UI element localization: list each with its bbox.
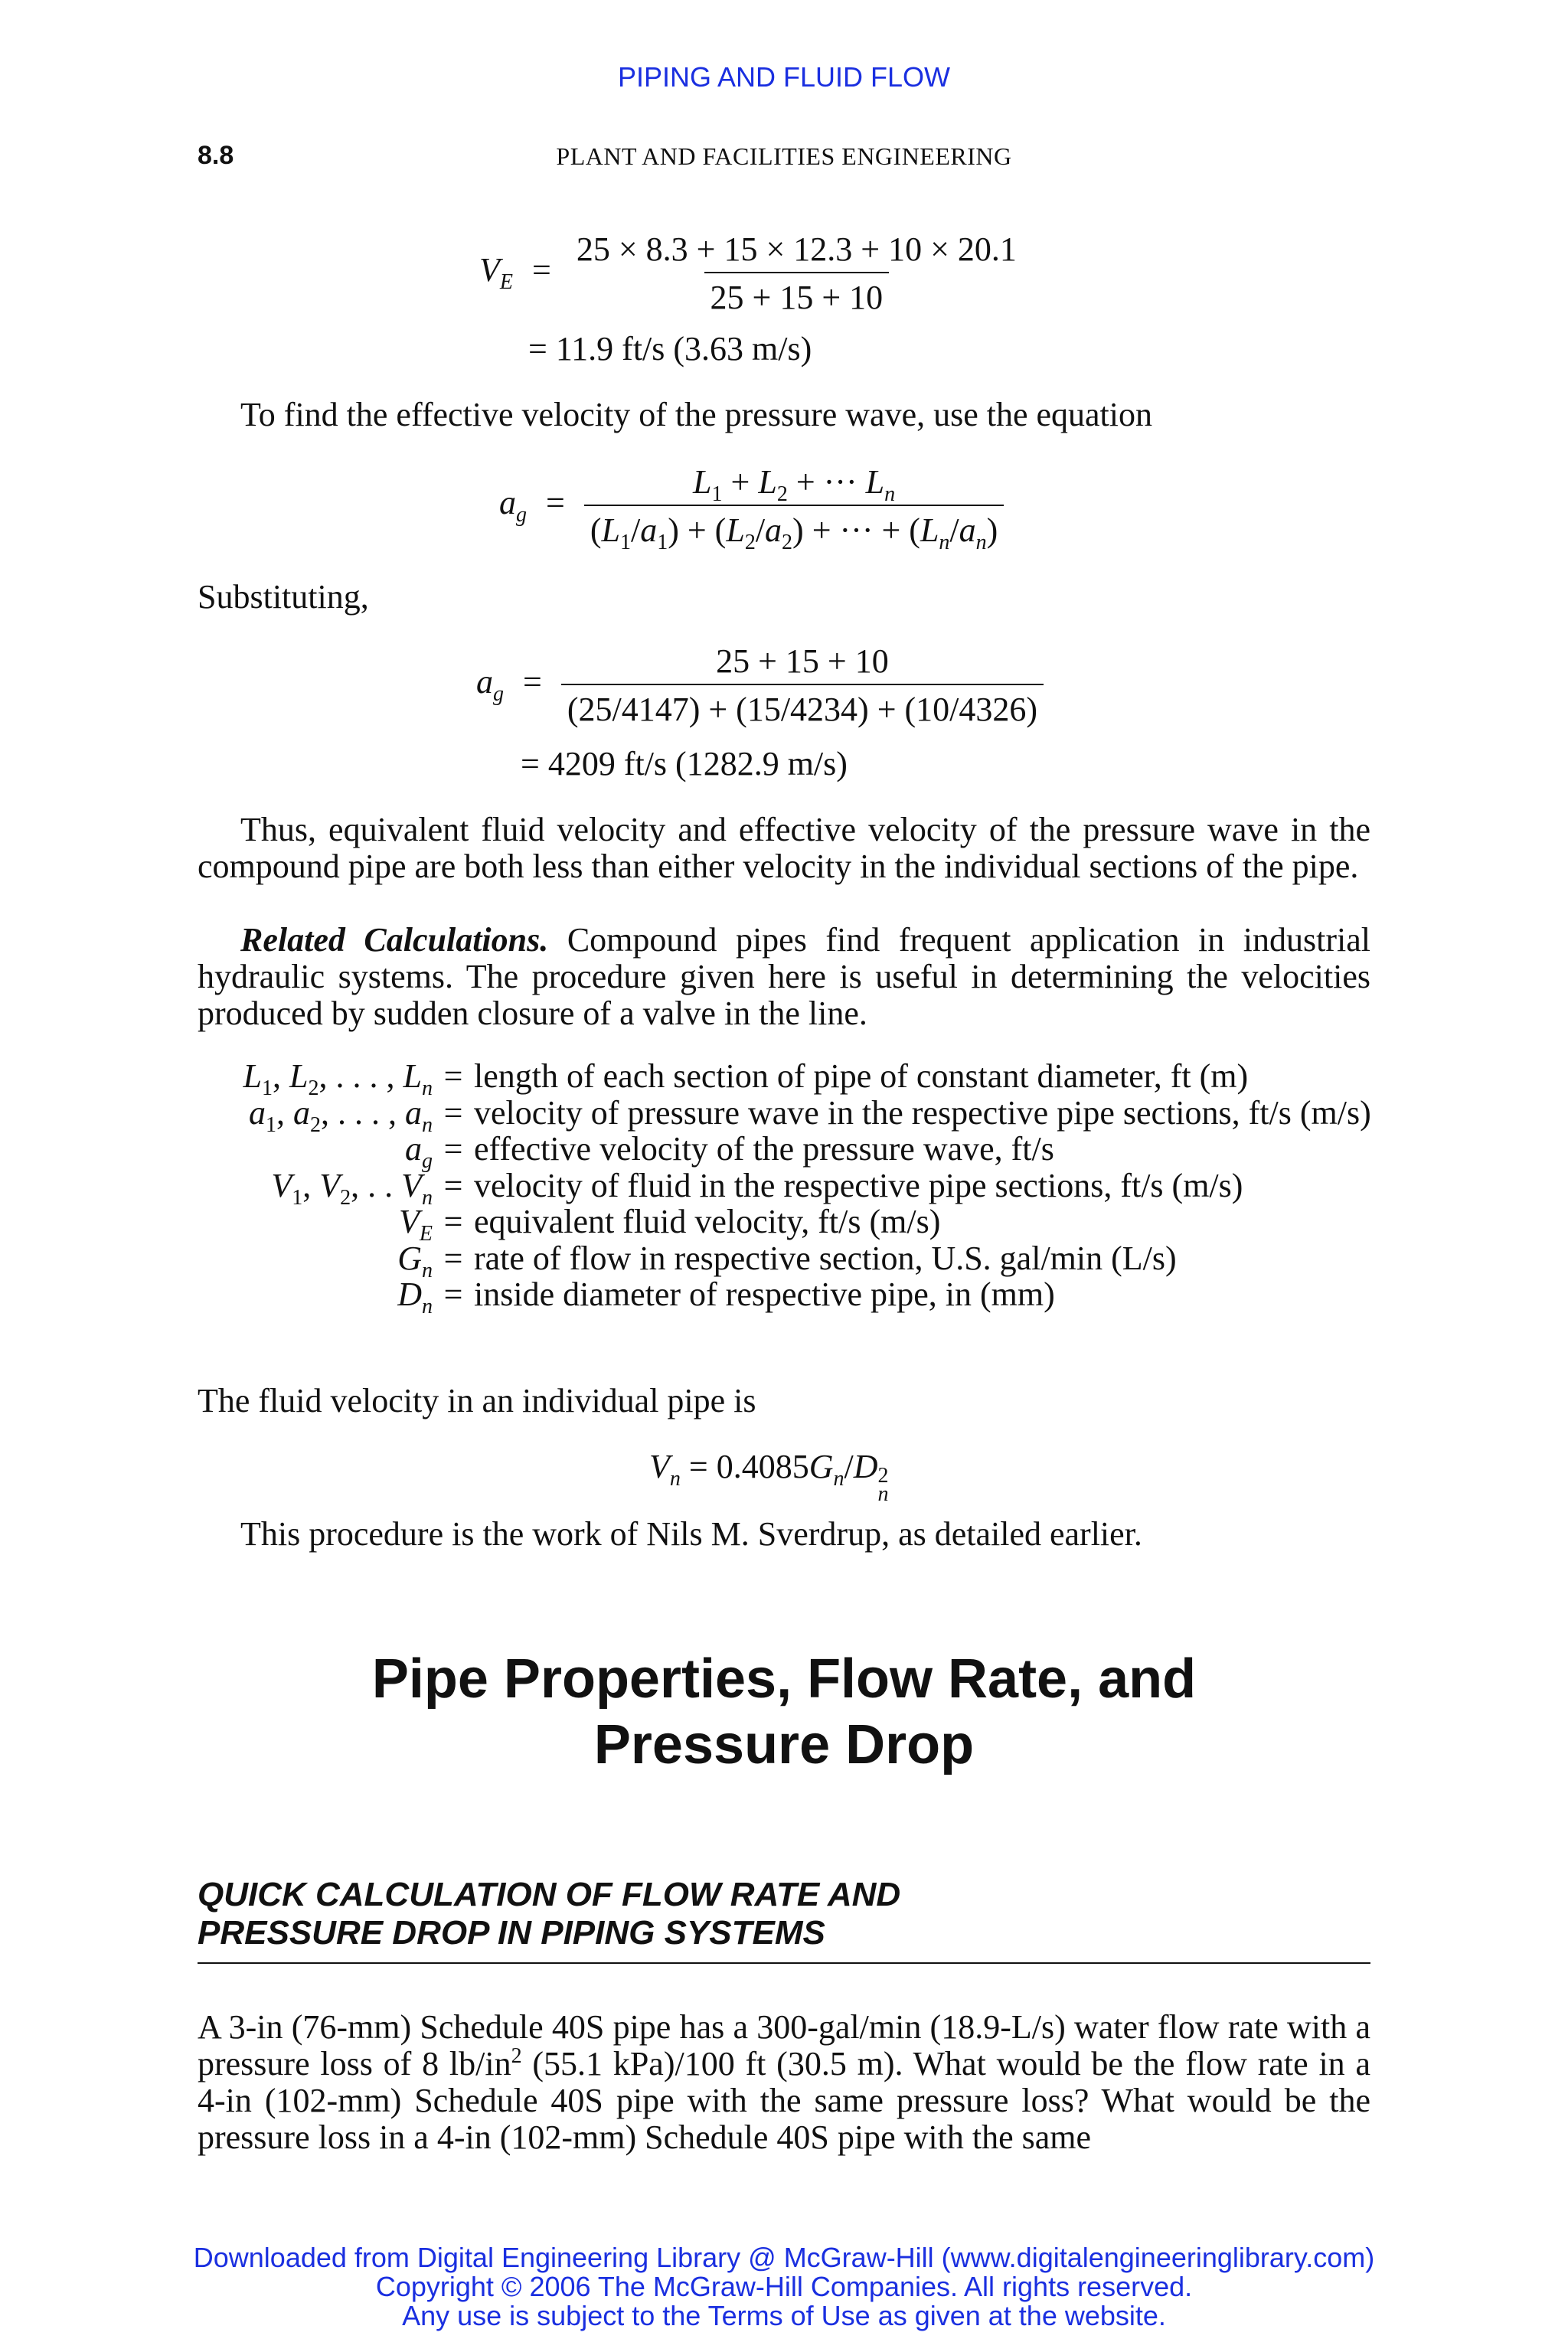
- definition-equals: =: [443, 1093, 463, 1132]
- definition-text: inside diameter of respective pipe, in (mm): [474, 1276, 1055, 1313]
- subsection-title-line-2: PRESSURE DROP IN PIPING SYSTEMS: [198, 1914, 825, 1952]
- eq1-equals: =: [532, 251, 551, 289]
- definition-symbol: $a_1$, $a_2$, . . . , $a_n$: [249, 1093, 433, 1137]
- eq3-lhs: $a_g$: [476, 663, 504, 707]
- eq2-lhs: $a_g$: [499, 484, 527, 528]
- equation-fluid-velocity: $V_n = 0.4085G_n/D$ 2 n: [649, 1448, 889, 1506]
- eq1-fraction: [570, 230, 1023, 317]
- definition-row: [195, 1276, 1390, 1318]
- eq2-denominator: $(L_1/a_1) + (L_2/a_2)$ + ··· + $(L_n/a_n)$: [584, 505, 1004, 550]
- equation-effective-velocity-general: [499, 462, 1004, 554]
- footer-download-link[interactable]: Downloaded from Digital Engineering Library @ McGraw-Hill (www.digitalengineeringlibrary.com): [193, 2242, 1375, 2273]
- definition-row: [195, 1057, 1390, 1100]
- equation-effective-velocity-substituted: [476, 642, 1044, 729]
- eq3-denominator: (25/4147) + (15/4234) + (10/4326): [561, 684, 1044, 729]
- subsection-rule: [198, 1962, 1370, 1964]
- eq3-result: = 4209 ft/s (1282.9 m/s): [521, 745, 848, 782]
- subsection-title-line-1: QUICK CALCULATION OF FLOW RATE AND: [198, 1876, 901, 1913]
- subsection-title: [198, 1876, 1369, 1952]
- definition-row: [195, 1166, 1390, 1210]
- eq1-denominator: 25 + 15 + 10: [704, 272, 890, 317]
- running-head: PLANT AND FACILITIES ENGINEERING: [556, 142, 1012, 170]
- related-calculations-text: Compound pipes find frequent application in industrial hydraulic systems. The procedure given here is useful in determining the velocities produced by sudden closure of a valve in the line.: [198, 921, 1371, 1032]
- paragraph-procedure: This procedure is the work of Nils M. Sverdrup, as detailed earlier.: [240, 1515, 1142, 1553]
- section-title-line-1: Pipe Properties, Flow Rate, and: [371, 1648, 1197, 1710]
- eq3-numerator: 25 + 15 + 10: [716, 642, 889, 680]
- related-calculations-label: Related Calculations.: [240, 921, 549, 959]
- definition-text: rate of flow in respective section, U.S. gal/min (L/s): [474, 1239, 1177, 1277]
- paragraph-problem-statement: A 3-in (76-mm) Schedule 40S pipe has a 300-gal/min (18.9-L/s) water flow rate with a pressure loss of 8 $lb/in^2$ (55.1 kPa)/100 ft (30.5 m). What would be the flow rate in a 4-in (102-mm) Schedule 40S pipe with the same pressure loss? What would be the pressure loss in a 4-in (102-mm) Schedule 40S pipe with the same: [198, 2008, 1370, 2156]
- definition-text: equivalent fluid velocity, ft/s (m/s): [474, 1203, 941, 1240]
- footer-copyright[interactable]: Copyright © 2006 The McGraw-Hill Companies. All rights reserved.: [375, 2271, 1193, 2302]
- footer-terms[interactable]: Any use is subject to the Terms of Use as given at the website.: [402, 2300, 1166, 2331]
- definition-equals: =: [443, 1239, 463, 1277]
- chapter-header-link[interactable]: PIPING AND FLUID FLOW: [617, 61, 951, 93]
- eq2-numerator: $L_1 + L_2$ + ··· $L_n$: [693, 463, 896, 506]
- definition-symbol: $G_n$: [397, 1239, 433, 1282]
- section-title-line-2: Pressure Drop: [593, 1714, 975, 1775]
- eq2-fraction: [584, 462, 1004, 554]
- definition-text: length of each section of pipe of constant diameter, ft (m): [474, 1057, 1249, 1095]
- definition-text: velocity of pressure wave in the respective pipe sections, ft/s (m/s): [474, 1093, 1371, 1132]
- eq1-result: = 11.9 ft/s (3.63 m/s): [528, 330, 812, 368]
- paragraph-intro-effective-velocity: To find the effective velocity of the pressure wave, use the equation: [240, 396, 1153, 433]
- paragraph-related-calculations: [198, 922, 1370, 1032]
- definition-text: effective velocity of the pressure wave, ft/s: [474, 1130, 1054, 1168]
- eq3-fraction: [561, 642, 1044, 729]
- definition-row: [195, 1239, 1390, 1282]
- eq3-equals: =: [523, 663, 542, 701]
- eq1-numerator: 25 × 8.3 + 15 × 12.3 + 10 × 20.1: [576, 230, 1017, 268]
- definition-equals: =: [443, 1166, 463, 1204]
- paragraph-thus: Thus, equivalent fluid velocity and effective velocity of the pressure wave in the compound pipe are both less than either velocity in the individual sections of the pipe.: [198, 811, 1370, 885]
- definition-symbol: $V_E$: [399, 1203, 433, 1246]
- paragraph-fluid-velocity: The fluid velocity in an individual pipe is: [198, 1382, 756, 1419]
- eq1-lhs: $V_E$: [479, 251, 513, 295]
- eq2-equals: =: [546, 484, 565, 522]
- definition-symbol: $D_n$: [397, 1276, 433, 1318]
- definition-equals: =: [443, 1276, 463, 1313]
- section-title: [0, 1646, 1568, 1778]
- definition-text: velocity of fluid in the respective pipe sections, ft/s (m/s): [474, 1166, 1243, 1204]
- page-footer: [0, 2243, 1568, 2331]
- definition-symbol: $L_1$, $L_2$, . . . , $L_n$: [243, 1057, 433, 1100]
- definition-row: [195, 1093, 1390, 1137]
- equation-equivalent-velocity: [479, 230, 1023, 317]
- page-number: 8.8: [198, 141, 234, 170]
- definition-row: [195, 1130, 1390, 1173]
- definition-equals: =: [443, 1203, 463, 1240]
- definition-equals: =: [443, 1130, 463, 1168]
- definition-symbol: $V_1$, $V_2$, . . $V_n$: [271, 1166, 433, 1210]
- definition-equals: =: [443, 1057, 463, 1095]
- definition-row: [195, 1203, 1390, 1246]
- symbol-definitions: [195, 1057, 1390, 1318]
- definition-symbol: $a_g$: [405, 1130, 433, 1173]
- substituting-label: Substituting,: [198, 578, 369, 616]
- eq4-rhs: = 0.4085: [688, 1448, 809, 1485]
